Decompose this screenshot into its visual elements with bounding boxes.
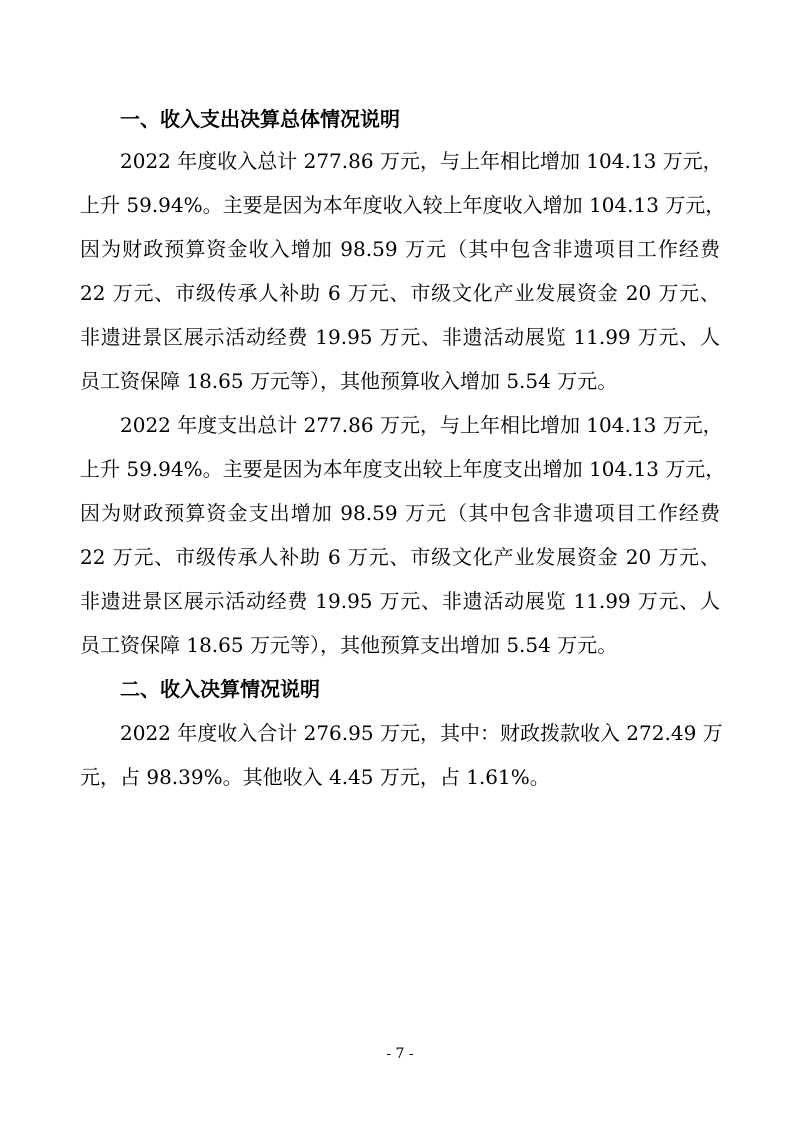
paragraph-line: 非遗进景区展示活动经费 19.95 万元、非遗活动展览 11.99 万元、人: [80, 325, 720, 349]
section-heading-1: 一、收入支出决算总体情况说明: [120, 107, 400, 131]
paragraph-line: 上升 59.94%。主要是因为本年度支出较上年度支出增加 104.13 万元，: [80, 457, 726, 481]
paragraph-line: 因为财政预算资金支出增加 98.59 万元（其中包含非遗项目工作经费: [80, 501, 720, 525]
paragraph-line: 2022 年度收入总计 277.86 万元，与上年相比增加 104.13 万元，: [120, 149, 723, 173]
paragraph-line: 2022 年度支出总计 277.86 万元，与上年相比增加 104.13 万元，: [120, 413, 723, 437]
section-heading-2: 二、收入决算情况说明: [120, 677, 320, 701]
paragraph-line: 元，占 98.39%。其他收入 4.45 万元，占 1.61%。: [80, 765, 550, 789]
paragraph-line: 员工资保障 18.65 万元等），其他预算支出增加 5.54 万元。: [80, 633, 618, 657]
paragraph-line: 22 万元、市级传承人补助 6 万元、市级文化产业发展资金 20 万元、: [80, 545, 720, 569]
page-number: - 7 -: [386, 1046, 414, 1062]
paragraph-line: 非遗进景区展示活动经费 19.95 万元、非遗活动展览 11.99 万元、人: [80, 589, 720, 613]
paragraph-line: 22 万元、市级传承人补助 6 万元、市级文化产业发展资金 20 万元、: [80, 281, 720, 305]
paragraph-line: 因为财政预算资金收入增加 98.59 万元（其中包含非遗项目工作经费: [80, 237, 720, 261]
paragraph-line: 2022 年度收入合计 276.95 万元，其中：财政拨款收入 272.49 万: [120, 721, 723, 745]
paragraph-line: 员工资保障 18.65 万元等），其他预算收入增加 5.54 万元。: [80, 369, 618, 393]
paragraph-line: 上升 59.94%。主要是因为本年度收入较上年度收入增加 104.13 万元，: [80, 193, 726, 217]
